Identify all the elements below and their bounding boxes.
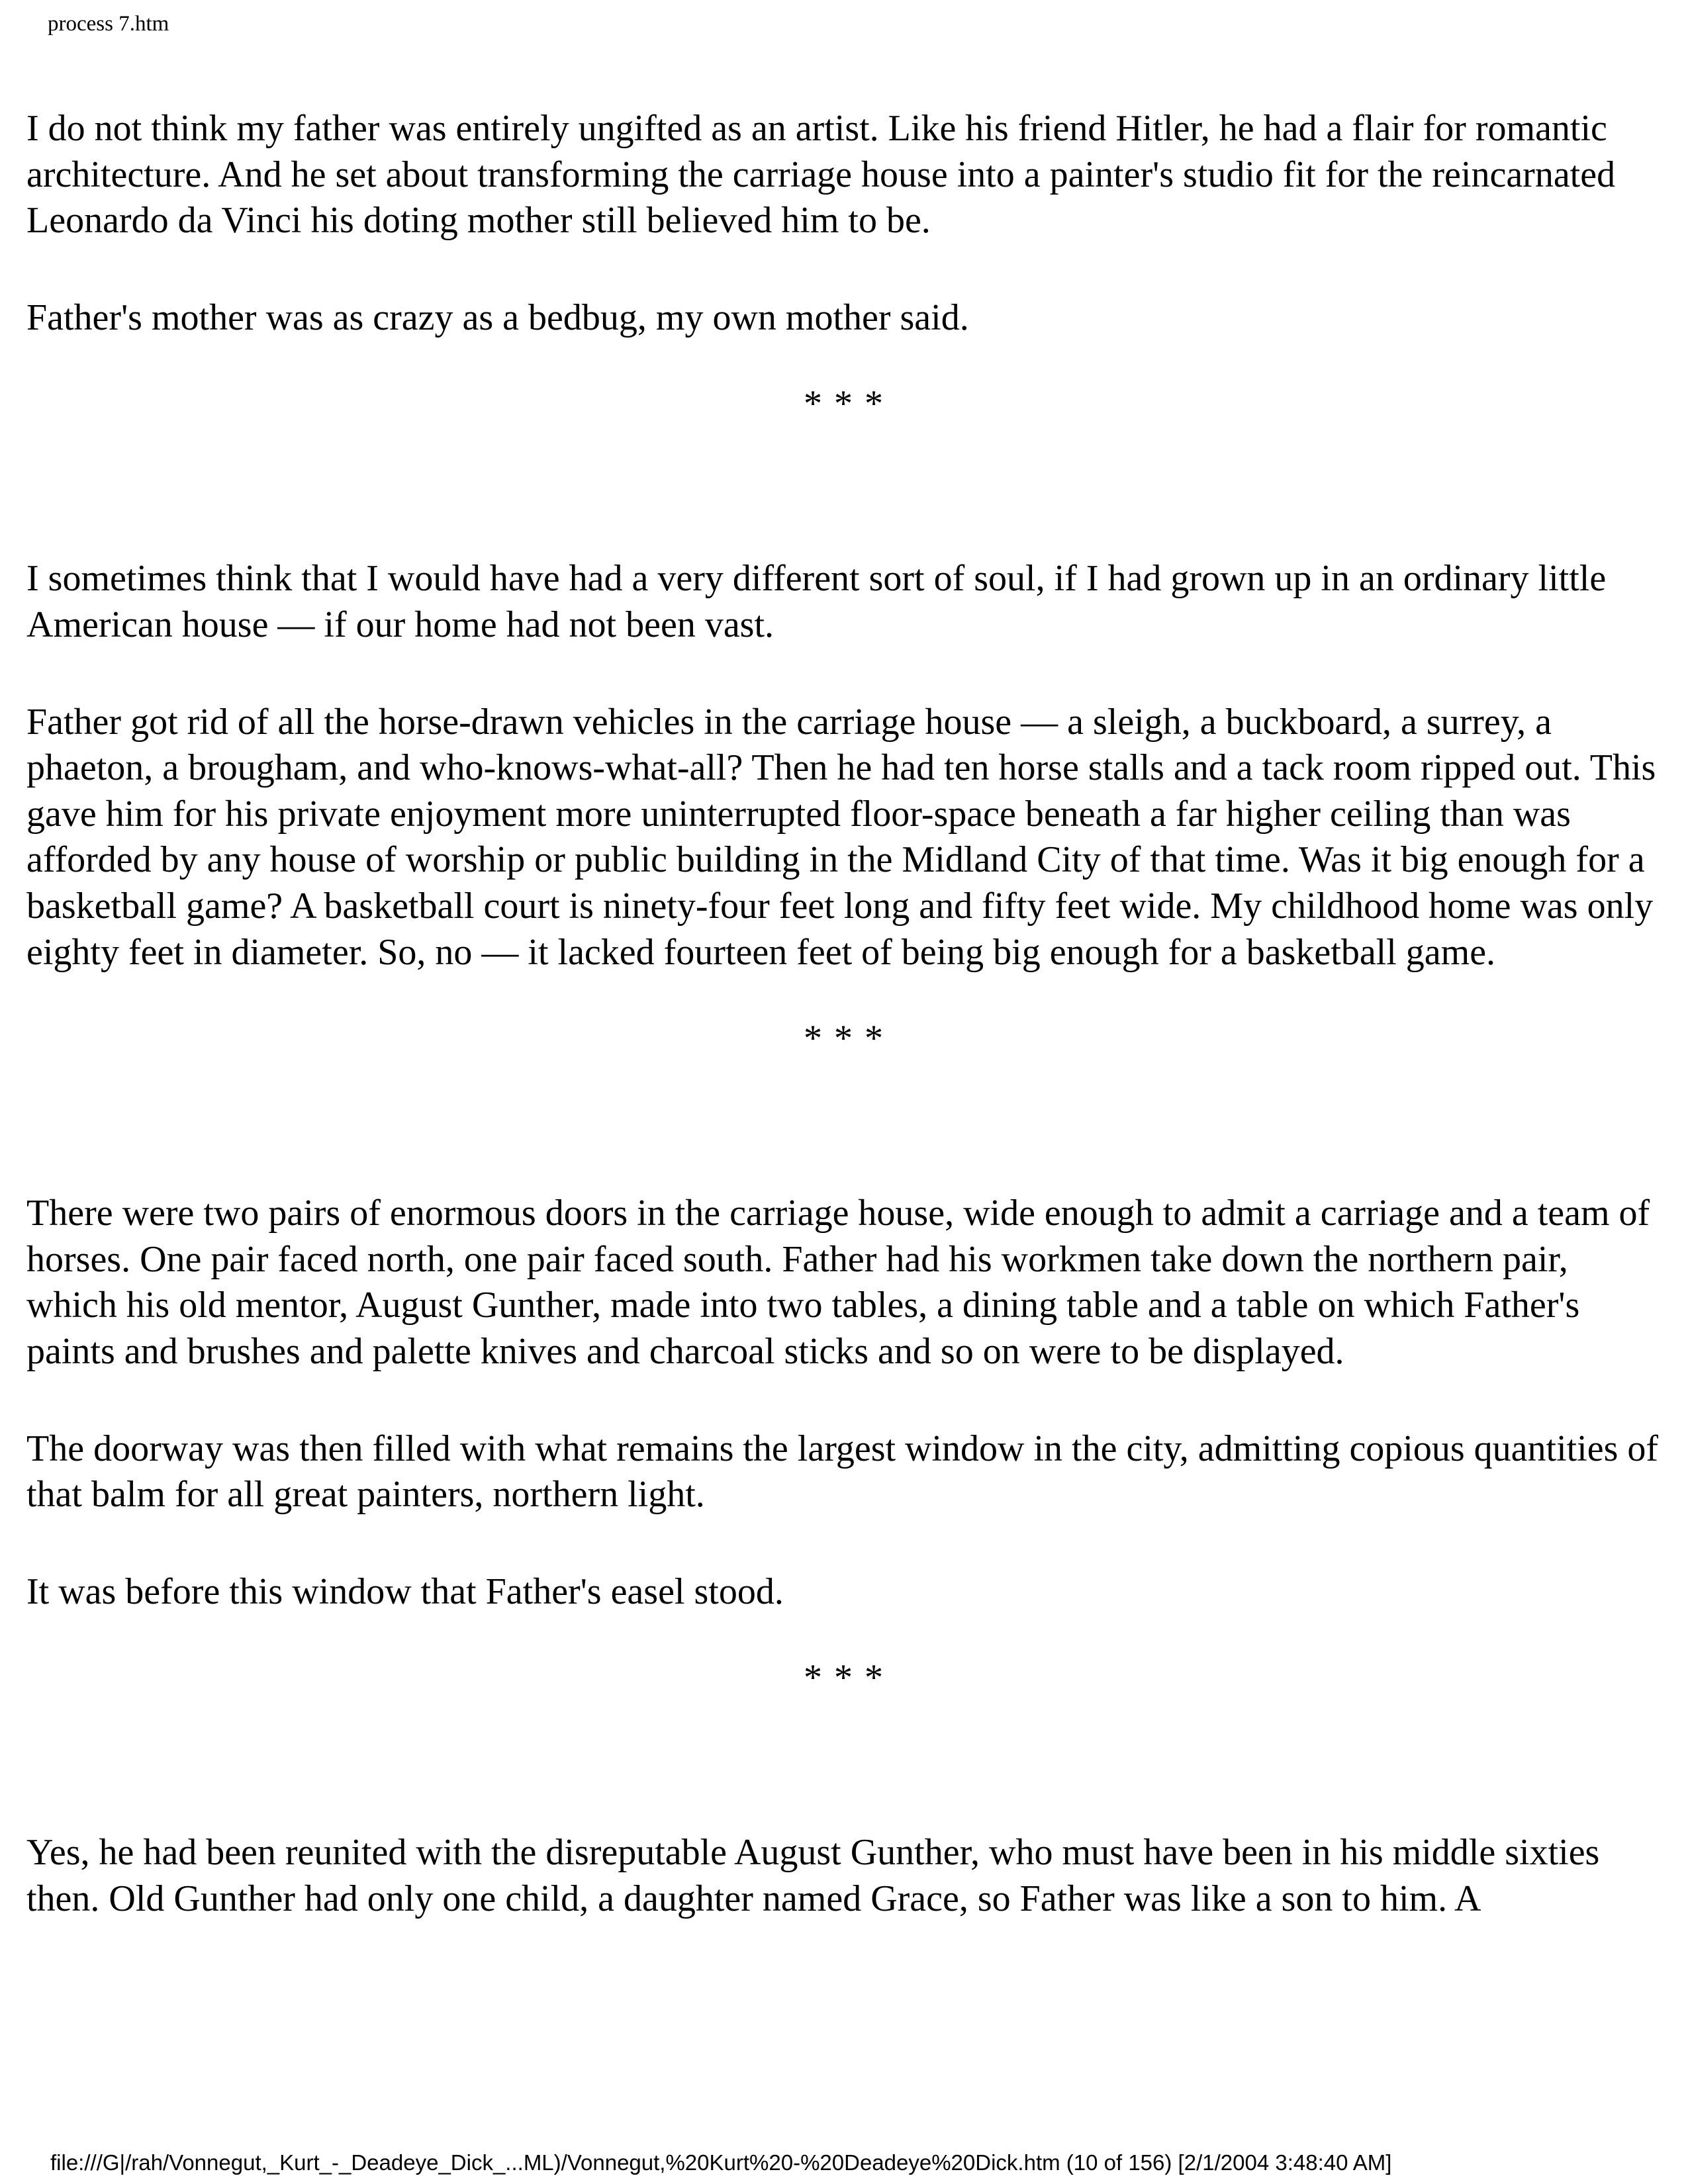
paragraph-3: I sometimes think that I would have had a very different sort of soul, if I had grown up in an ordinary little American house — if our home had not been vast. [26,558,1607,645]
page-header-title: process 7.htm [48,12,169,36]
paragraph-7: It was before this window that Father's easel stood. [26,1570,784,1612]
page-footer-path: file:///G|/rah/Vonnegut,_Kurt_-_Deadeye_Dick_...ML)/Vonnegut,%20Kurt%20-%20Deadeye%20Dick.htm (10 of 156) [2/1/2004 3:48:40 AM] [50,2150,1392,2175]
paragraph-1: I do not think my father was entirely ungifted as an artist. Like his friend Hitler, he had a flair for romantic architecture. And he set about transforming the carriage house into a painter's studio fit for the reincarnated Leonardo da Vinci his doting mother still believed him to be. [26,108,1616,242]
paragraph-6: The doorway was then filled with what remains the largest window in the city, admitting copious quantities of that balm for all great painters, northern light. [26,1428,1659,1516]
section-separator-2: * * * [804,1018,884,1060]
section-separator-1: * * * [804,383,884,425]
paragraph-5: There were two pairs of enormous doors in the carriage house, wide enough to admit a carriage and a team of horses. One pair faced north, one pair faced south. Father had his workmen take down the northern pair, which his old mentor, August Gunther, made into two tables, a dining table and a table on which Father's paints and brushes and palette knives and charcoal sticks and so on were to be displayed. [26,1193,1650,1372]
paragraph-4: Father got rid of all the horse-drawn vehicles in the carriage house — a sleigh, a buckboard, a surrey, a phaeton, a brougham, and who-knows-what-all? Then he had ten horse stalls and a tack room ripped out. This gave him for his private enjoyment more uninterrupted floor-space beneath a far higher ceiling than was afforded by any house of worship or public building in the Midland City of that time. Was it big enough for a basketball game? A basketball court is ninety-four feet long and fifty feet wide. My childhood home was only eighty feet in diameter. So, no — it lacked fourteen feet of being big enough for a basketball game. [26,701,1656,973]
paragraph-2: Father's mother was as crazy as a bedbug, my own mother said. [26,296,969,338]
section-separator-3: * * * [804,1657,884,1699]
document-body [26,106,1662,1922]
paragraph-8: Yes, he had been reunited with the disreputable August Gunther, who must have been in his middle sixties then. Old Gunther had only one child, a daughter named Grace, so Father was like a son to him. A [26,1832,1600,1919]
